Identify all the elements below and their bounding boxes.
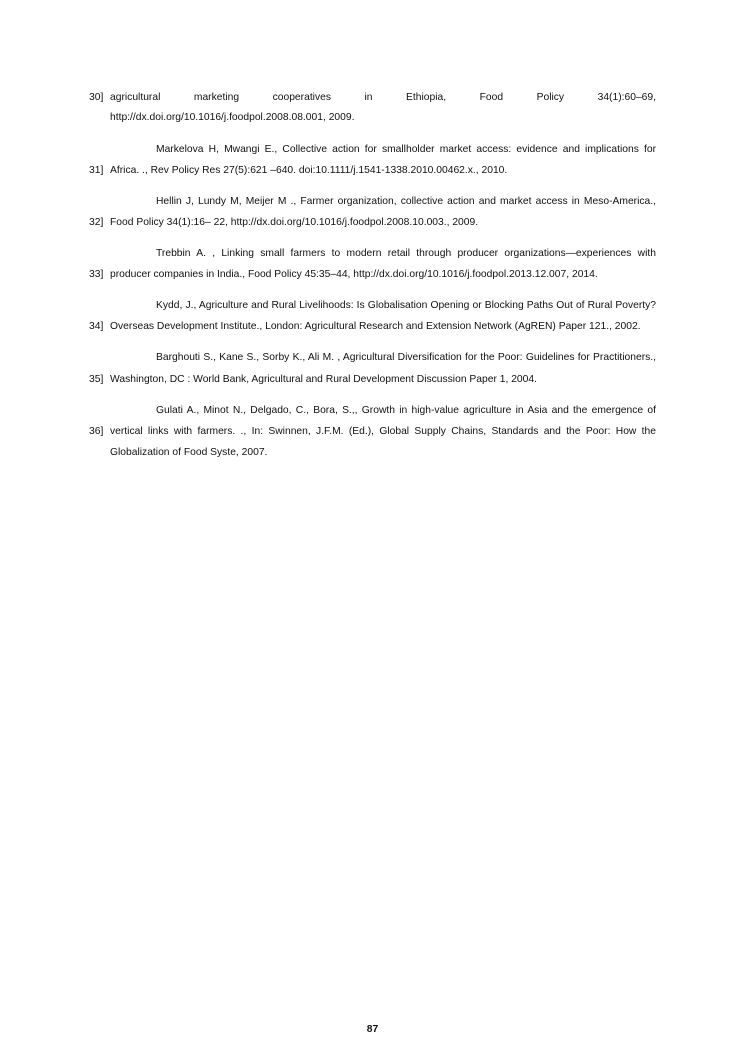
reference-text-line: Hellin J, Lundy M, Meijer M ., Farmer organization, collective action and market access in Meso-America., bbox=[156, 196, 656, 207]
reference-36 bbox=[0, 400, 745, 422]
reference-number: 30] bbox=[89, 92, 104, 103]
reference-number: 33] bbox=[89, 269, 104, 280]
reference-link[interactable]: http://dx.doi.org/10.1016/j.foodpol.2008.08.001, 2009. bbox=[110, 112, 355, 123]
reference-36-line-3 bbox=[0, 442, 745, 464]
reference-31-line-2 bbox=[0, 160, 745, 182]
reference-text-line: Africa. ., Rev Policy Res 27(5):621 –640. doi:10.1111/j.1541-1338.2010.00462.x., 2010. bbox=[110, 165, 508, 176]
reference-text-line: Globalization of Food Syste, 2007. bbox=[110, 447, 268, 458]
reference-32 bbox=[0, 191, 745, 213]
reference-text-line: vertical links with farmers. ., In: Swinnen, J.F.M. (Ed.), Global Supply Chains, Standards and the Poor: How the bbox=[110, 426, 656, 437]
reference-30 bbox=[0, 87, 745, 109]
reference-36-line-2 bbox=[0, 421, 745, 443]
reference-31 bbox=[0, 139, 745, 161]
reference-text-line: Kydd, J., Agriculture and Rural Livelihoods: Is Globalisation Opening or Blocking Paths Out of Rural Poverty? bbox=[156, 300, 656, 311]
reference-text-line: Markelova H, Mwangi E., Collective action for smallholder market access: evidence and implications for bbox=[156, 144, 656, 155]
reference-35 bbox=[0, 347, 745, 369]
reference-number: 31] bbox=[89, 165, 104, 176]
reference-text-line: Gulati A., Minot N., Delgado, C., Bora, S.,, Growth in high-value agriculture in Asia and the emergence of bbox=[156, 405, 656, 416]
reference-number: 34] bbox=[89, 321, 104, 332]
reference-number: 36] bbox=[89, 426, 104, 437]
reference-text-line: Trebbin A. , Linking small farmers to modern retail through producer organizations—experiences with bbox=[156, 248, 656, 259]
reference-number: 32] bbox=[89, 217, 104, 228]
reference-text-line: Overseas Development Institute., London: Agricultural Research and Extension Network (AgREN) Paper 121., 2002. bbox=[110, 321, 641, 332]
reference-33-line-2 bbox=[0, 264, 745, 286]
reference-32-line-2 bbox=[0, 212, 745, 234]
page-number: 87 bbox=[366, 1024, 379, 1035]
reference-34 bbox=[0, 295, 745, 317]
reference-number: 35] bbox=[89, 374, 104, 385]
reference-text-line: agricultural marketing cooperatives in Ethiopia, Food Policy 34(1):60–69, bbox=[110, 92, 656, 103]
reference-text-line: Food Policy 34(1):16– 22, http://dx.doi.org/10.1016/j.foodpol.2008.10.003., 2009. bbox=[110, 217, 479, 228]
reference-34-line-2 bbox=[0, 316, 745, 338]
reference-30-line-2 bbox=[0, 107, 745, 129]
reference-text-line: producer companies in India., Food Policy 45:35–44, http://dx.doi.org/10.1016/j.foodpol.2013.12.007, 2014. bbox=[110, 269, 598, 280]
reference-text-line: Washington, DC : World Bank, Agricultural and Rural Development Discussion Paper 1, 2004. bbox=[110, 374, 537, 385]
reference-35-line-2 bbox=[0, 369, 745, 391]
reference-33 bbox=[0, 243, 745, 265]
reference-text-line: Barghouti S., Kane S., Sorby K., Ali M. , Agricultural Diversification for the Poor: Guidelines for Practitioners., bbox=[156, 352, 656, 363]
